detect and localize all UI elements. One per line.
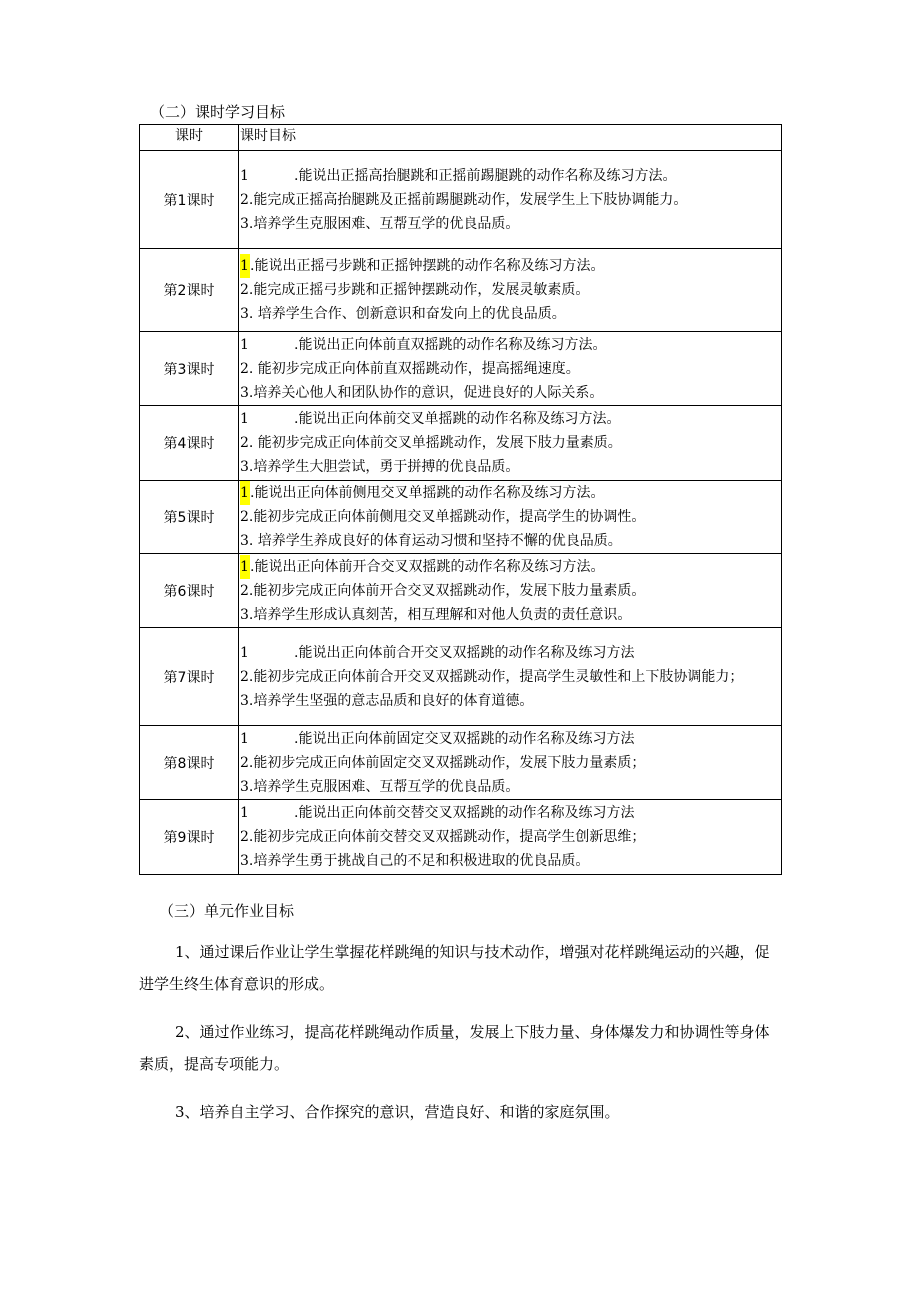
- table-row: [140, 554, 782, 628]
- goal-line: [239, 603, 781, 627]
- lesson-label: 第7课时: [140, 628, 239, 726]
- goal-text: 3.培养关心他人和团队协作的意识，促进良好的人际关系。: [240, 384, 604, 401]
- table-row: [140, 151, 782, 249]
- goal-line: [239, 333, 781, 357]
- goal-number: 1: [240, 167, 249, 184]
- goal-number: 1: [240, 805, 249, 821]
- table-header-row: [140, 125, 782, 151]
- goal-text: 2.能初步完成正向体前合开交叉双摇跳动作，提高学生灵敏性和上下肢协调能力；: [240, 668, 744, 685]
- goal-line: [239, 164, 781, 188]
- table-row: [140, 481, 782, 554]
- goal-line: [239, 278, 781, 302]
- goal-line: [239, 555, 781, 579]
- section-title-homework-goals: （三）单元作业目标: [159, 902, 295, 920]
- goal-line: [239, 188, 781, 212]
- table-row: [140, 800, 782, 875]
- lesson-goals: [239, 800, 782, 875]
- paragraph-3: 3、培养自主学习、合作探究的意识，营造良好、和谐的家庭氛围。: [175, 1103, 620, 1121]
- goal-text: 3. 培养学生养成良好的体育运动习惯和坚持不懈的优良品质。: [240, 533, 622, 549]
- goal-line: [239, 302, 781, 326]
- goal-text: 3.培养学生坚强的意志品质和良好的体育道德。: [240, 692, 534, 709]
- lesson-label: 第4课时: [140, 406, 239, 481]
- table-row: [140, 332, 782, 406]
- lesson-goals-table: [139, 124, 782, 875]
- goal-line: [239, 357, 781, 381]
- lesson-goals: [239, 628, 782, 726]
- goal-text: 2.能完成正摇高抬腿跳及正摇前踢腿跳动作，发展学生上下肢协调能力。: [240, 191, 688, 208]
- lesson-label: 第9课时: [140, 800, 239, 875]
- lesson-goals: [239, 554, 782, 628]
- goal-line: [239, 455, 781, 479]
- goal-line: [239, 751, 781, 775]
- goal-line: [239, 212, 781, 236]
- goal-line: [239, 689, 781, 713]
- goal-text: .能说出正向体前开合交叉双摇跳的动作名称及练习方法。: [250, 558, 605, 575]
- lesson-label: 第1课时: [140, 151, 239, 249]
- goal-text: .能说出正摇弓步跳和正摇钟摆跳的动作名称及练习方法。: [250, 258, 605, 274]
- table-row: [140, 726, 782, 800]
- goal-line: [239, 381, 781, 405]
- lesson-goals: [239, 249, 782, 332]
- goal-line: [239, 641, 781, 665]
- lesson-label: 第5课时: [140, 481, 239, 554]
- goal-text: 2. 能初步完成正向体前交叉单摇跳动作，发展下肢力量素质。: [240, 435, 622, 451]
- goal-text: 3.培养学生大胆尝试，勇于拼搏的优良品质。: [240, 459, 520, 475]
- goal-text: .能说出正向体前交叉单摇跳的动作名称及练习方法。: [294, 411, 621, 427]
- goal-text: 3.培养学生形成认真刻苦，相互理解和对他人负责的责任意识。: [240, 606, 632, 623]
- goal-text: 3.培养学生勇于挑战自己的不足和积极进取的优良品质。: [240, 853, 590, 869]
- goal-text: .能说出正向体前侧甩交叉单摇跳的动作名称及练习方法。: [250, 485, 605, 501]
- lesson-goals: [239, 481, 782, 554]
- goal-line: [239, 254, 781, 278]
- goal-text: .能说出正摇高抬腿跳和正摇前踢腿跳的动作名称及练习方法。: [294, 167, 677, 184]
- lesson-goals: [239, 406, 782, 481]
- lesson-goals: [239, 332, 782, 406]
- paragraph-1: 1、通过课后作业让学生掌握花样跳绳的知识与技术动作，增强对花样跳绳运动的兴趣，促进学生终生体育意识的形成。: [139, 943, 770, 993]
- goal-text: 2.能初步完成正向体前开合交叉双摇跳动作，发展下肢力量素质。: [240, 582, 646, 599]
- goal-line: [239, 529, 781, 553]
- lesson-goals: [239, 151, 782, 249]
- lesson-label: 第2课时: [140, 249, 239, 332]
- goal-text: .能说出正向体前交替交叉双摇跳的动作名称及练习方法: [294, 805, 635, 821]
- lesson-goals: [239, 726, 782, 800]
- lesson-label: 第8课时: [140, 726, 239, 800]
- goal-text: 2.能完成正摇弓步跳和正摇钟摆跳动作，发展灵敏素质。: [240, 282, 590, 298]
- goal-text: .能说出正向体前固定交叉双摇跳的动作名称及练习方法: [294, 730, 635, 747]
- goal-text: 2. 能初步完成正向体前直双摇跳动作，提高摇绳速度。: [240, 360, 580, 377]
- goal-line: [239, 665, 781, 689]
- goal-line: [239, 481, 781, 505]
- goal-text: .能说出正向体前合开交叉双摇跳的动作名称及练习方法: [294, 644, 635, 661]
- goal-number: 1: [240, 481, 250, 505]
- goal-text: 2.能初步完成正向体前固定交叉双摇跳动作，发展下肢力量素质；: [240, 754, 646, 771]
- goal-line: [239, 727, 781, 751]
- section-title-lesson-goals: （二）课时学习目标: [150, 103, 286, 121]
- table-row: [140, 249, 782, 332]
- header-lesson: 课时: [140, 125, 239, 151]
- goal-number: 1: [240, 555, 250, 579]
- goal-number: 1: [240, 254, 250, 278]
- goal-text: 2.能初步完成正向体前侧甩交叉单摇跳动作，提高学生的协调性。: [240, 509, 646, 525]
- goal-line: [239, 825, 781, 849]
- goal-line: [239, 505, 781, 529]
- goal-text: 2.能初步完成正向体前交替交叉双摇跳动作，提高学生创新思维；: [240, 829, 646, 845]
- paragraph-2: 2、通过作业练习，提高花样跳绳动作质量，发展上下肢力量、身体爆发力和协调性等身体素质，提高专项能力。: [139, 1023, 770, 1073]
- goal-line: [239, 407, 781, 431]
- goal-number: 1: [240, 336, 249, 353]
- header-goals: 课时目标: [239, 125, 782, 151]
- goal-text: 3.培养学生克服困难、互帮互学的优良品质。: [240, 215, 520, 232]
- lesson-label: 第3课时: [140, 332, 239, 406]
- goal-line: [239, 849, 781, 873]
- goal-number: 1: [240, 644, 249, 661]
- goal-line: [239, 579, 781, 603]
- goal-text: .能说出正向体前直双摇跳的动作名称及练习方法。: [294, 336, 607, 353]
- goal-number: 1: [240, 411, 249, 427]
- table-row: [140, 628, 782, 726]
- goal-text: 3.培养学生克服困难、互帮互学的优良品质。: [240, 778, 520, 795]
- goal-number: 1: [240, 730, 249, 747]
- lesson-label: 第6课时: [140, 554, 239, 628]
- goal-text: 3. 培养学生合作、创新意识和奋发向上的优良品质。: [240, 306, 566, 322]
- goal-line: [239, 431, 781, 455]
- goal-line: [239, 801, 781, 825]
- table-row: [140, 406, 782, 481]
- goal-line: [239, 775, 781, 799]
